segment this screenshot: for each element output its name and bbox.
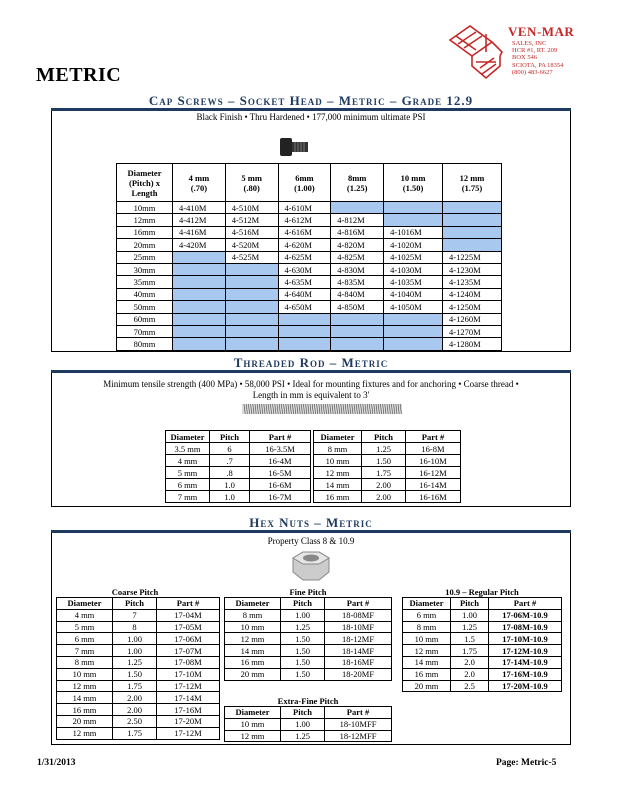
part-number-cell: 17-07M <box>157 645 220 657</box>
table-row <box>117 202 502 214</box>
pitch-cell: 1.50 <box>362 455 406 467</box>
part-number-cell: 18-12MFF <box>325 730 392 742</box>
pitch-cell: 1.25 <box>362 443 406 455</box>
coarse-pitch-caption: Coarse Pitch <box>111 587 159 597</box>
diameter-cell: 8 mm <box>225 609 281 621</box>
table-row <box>166 491 311 503</box>
part-number-cell <box>173 251 226 263</box>
length-cell: 50mm <box>117 301 173 313</box>
table-row <box>166 455 311 467</box>
pitch-cell: 1.00 <box>281 718 325 730</box>
cap-header-length: Diameter (Pitch) x Length <box>117 164 173 202</box>
part-number-cell: 4-830M <box>331 263 384 275</box>
threaded-rod-title: Threaded Rod – Metric <box>233 355 389 370</box>
part-number-cell: 4-1040M <box>384 288 443 300</box>
part-number-cell <box>173 276 226 288</box>
extra-fine-pitch-caption: Extra-Fine Pitch <box>277 696 339 706</box>
pitch-cell: 6 <box>210 443 250 455</box>
part-number-cell: 4-640M <box>278 288 331 300</box>
table-row <box>57 668 220 680</box>
table-row <box>403 645 562 657</box>
rod-header-part: Part # <box>406 431 461 443</box>
cap-screws-note: Black Finish • Thru Hardened • 177,000 minimum ultimate PSI <box>196 112 426 122</box>
cap-screws-box <box>51 111 571 352</box>
nut-header-diameter: Diameter <box>225 598 281 610</box>
length-cell: 25mm <box>117 251 173 263</box>
length-cell: 70mm <box>117 325 173 337</box>
cap-header-size: 12 mm (1.75) <box>443 164 502 202</box>
pitch-cell: 1.00 <box>451 609 489 621</box>
part-number-cell: 18-08MF <box>325 609 392 621</box>
pitch-cell: 1.50 <box>113 668 157 680</box>
part-number-cell: 4-820M <box>331 239 384 251</box>
part-number-cell: 16-3.5M <box>250 443 311 455</box>
table-row <box>117 226 502 238</box>
part-number-cell: 17-10M <box>157 668 220 680</box>
diameter-cell: 12 mm <box>57 680 113 692</box>
part-number-cell: 17-20M <box>157 715 220 727</box>
table-row <box>117 288 502 300</box>
pitch-cell: 1.75 <box>451 645 489 657</box>
diameter-cell: 5 mm <box>166 467 210 479</box>
nut-header-pitch: Pitch <box>281 598 325 610</box>
pitch-cell: 1.25 <box>281 621 325 633</box>
table-row <box>403 680 562 692</box>
part-number-cell: 4-1020M <box>384 239 443 251</box>
part-number-cell: 4-1270M <box>443 325 502 337</box>
threaded-rod-note: Minimum tensile strength (400 MPa) • 58,000 PSI • Ideal for mounting fixtures and for anchoring • Coarse thread • Length in mm is equivalent to 3' <box>103 379 519 400</box>
part-number-cell: 17-10M-10.9 <box>489 633 562 645</box>
length-cell: 20mm <box>117 239 173 251</box>
pitch-cell: 1.25 <box>451 621 489 633</box>
socket-cap-screw-icon <box>278 135 310 161</box>
diameter-cell: 12 mm <box>225 730 281 742</box>
logo-mark-icon <box>446 22 508 84</box>
part-number-cell: 17-14M <box>157 692 220 704</box>
pitch-cell: 1.0 <box>210 479 250 491</box>
part-number-cell: 4-512M <box>225 214 278 226</box>
part-number-cell <box>384 338 443 350</box>
table-row <box>117 338 502 350</box>
part-number-cell <box>443 214 502 226</box>
part-number-cell <box>225 263 278 275</box>
coarse-pitch-table <box>56 597 220 740</box>
nut-header-diameter: Diameter <box>403 598 451 610</box>
diameter-cell: 14 mm <box>403 656 451 668</box>
part-number-cell: 4-1240M <box>443 288 502 300</box>
part-number-cell: 4-416M <box>173 226 226 238</box>
part-number-cell: 4-510M <box>225 202 278 214</box>
table-row <box>57 633 220 645</box>
nut-header-part: Part # <box>325 707 392 719</box>
length-cell: 35mm <box>117 276 173 288</box>
cap-header-size: 5 mm (.80) <box>225 164 278 202</box>
logo-name: VEN-MAR <box>508 24 575 39</box>
pitch-cell: 2.00 <box>113 704 157 716</box>
table-row <box>403 668 562 680</box>
part-number-cell: 4-1025M <box>384 251 443 263</box>
table-row <box>117 263 502 275</box>
threaded-rod-table-right <box>313 430 461 503</box>
pitch-cell: 2.0 <box>451 656 489 668</box>
part-number-cell <box>225 338 278 350</box>
hex-nut-icon <box>287 550 335 582</box>
table-row <box>117 313 502 325</box>
diameter-cell: 10 mm <box>403 633 451 645</box>
part-number-cell <box>173 313 226 325</box>
nut-header-part: Part # <box>489 598 562 610</box>
part-number-cell <box>173 325 226 337</box>
extra-fine-pitch-table <box>224 706 392 742</box>
pitch-cell: 2.0 <box>451 668 489 680</box>
fine-pitch-caption: Fine Pitch <box>289 587 327 597</box>
cap-header-size: 4 mm (.70) <box>173 164 226 202</box>
nut-header-diameter: Diameter <box>57 598 113 610</box>
diameter-cell: 6 mm <box>403 609 451 621</box>
rod-header-diameter: Diameter <box>166 431 210 443</box>
part-number-cell: 16-5M <box>250 467 311 479</box>
table-row <box>314 443 461 455</box>
pitch-cell: 1.00 <box>113 633 157 645</box>
pitch-cell: 2.00 <box>113 692 157 704</box>
table-row <box>166 479 311 491</box>
pitch-cell: 1.50 <box>281 633 325 645</box>
part-number-cell: 18-10MFF <box>325 718 392 730</box>
table-row <box>117 276 502 288</box>
table-row <box>57 645 220 657</box>
part-number-cell: 4-1250M <box>443 301 502 313</box>
rod-header-diameter: Diameter <box>314 431 362 443</box>
length-cell: 40mm <box>117 288 173 300</box>
part-number-cell: 17-08M <box>157 656 220 668</box>
table-row <box>57 680 220 692</box>
part-number-cell: 18-12MF <box>325 633 392 645</box>
part-number-cell: 4-612M <box>278 214 331 226</box>
footer-page-number: Page: Metric-5 <box>496 758 557 768</box>
diameter-cell: 6 mm <box>57 633 113 645</box>
nut-header-pitch: Pitch <box>451 598 489 610</box>
cap-screws-title-bar <box>51 93 571 111</box>
part-number-cell: 16-6M <box>250 479 311 491</box>
part-number-cell: 4-420M <box>173 239 226 251</box>
part-number-cell: 17-12M <box>157 680 220 692</box>
cap-header-size: 8mm (1.25) <box>331 164 384 202</box>
part-number-cell: 17-12M-10.9 <box>489 645 562 657</box>
table-row <box>225 645 392 657</box>
pitch-cell: 7 <box>113 609 157 621</box>
nut-header-pitch: Pitch <box>113 598 157 610</box>
table-row <box>166 443 311 455</box>
hex-nuts-note: Property Class 8 & 10.9 <box>267 536 355 546</box>
part-number-cell: 16-12M <box>406 467 461 479</box>
part-number-cell <box>331 338 384 350</box>
company-logo <box>446 22 586 84</box>
pitch-cell: 8 <box>113 621 157 633</box>
part-number-cell: 17-12M <box>157 727 220 739</box>
diameter-cell: 12 mm <box>403 645 451 657</box>
part-number-cell <box>331 202 384 214</box>
table-row <box>314 491 461 503</box>
table-row <box>57 656 220 668</box>
table-row <box>57 715 220 727</box>
part-number-cell: 17-06M <box>157 633 220 645</box>
table-row <box>225 621 392 633</box>
part-number-cell: 4-1016M <box>384 226 443 238</box>
threaded-rod-title-bar <box>51 355 571 373</box>
part-number-cell: 4-620M <box>278 239 331 251</box>
part-number-cell <box>225 325 278 337</box>
part-number-cell: 4-840M <box>331 288 384 300</box>
part-number-cell: 4-410M <box>173 202 226 214</box>
part-number-cell: 4-1030M <box>384 263 443 275</box>
part-number-cell: 4-630M <box>278 263 331 275</box>
part-number-cell: 4-616M <box>278 226 331 238</box>
diameter-cell: 4 mm <box>57 609 113 621</box>
rod-header-pitch: Pitch <box>210 431 250 443</box>
part-number-cell: 17-04M <box>157 609 220 621</box>
part-number-cell: 4-520M <box>225 239 278 251</box>
part-number-cell: 16-10M <box>406 455 461 467</box>
part-number-cell <box>225 288 278 300</box>
diameter-cell: 20 mm <box>57 715 113 727</box>
diameter-cell: 20 mm <box>403 680 451 692</box>
cap-header-size: 6mm (1.00) <box>278 164 331 202</box>
part-number-cell: 17-14M-10.9 <box>489 656 562 668</box>
regular-pitch-table <box>402 597 562 692</box>
part-number-cell: 18-20MF <box>325 668 392 680</box>
part-number-cell: 17-05M <box>157 621 220 633</box>
pitch-cell: 1.00 <box>113 645 157 657</box>
part-number-cell: 4-412M <box>173 214 226 226</box>
part-number-cell: 17-16M-10.9 <box>489 668 562 680</box>
part-number-cell <box>278 325 331 337</box>
part-number-cell <box>443 226 502 238</box>
diameter-cell: 12 mm <box>57 727 113 739</box>
part-number-cell <box>225 301 278 313</box>
table-row <box>166 467 311 479</box>
part-number-cell <box>384 202 443 214</box>
hex-nuts-box <box>51 533 571 745</box>
part-number-cell: 4-650M <box>278 301 331 313</box>
pitch-cell: 1.25 <box>113 656 157 668</box>
pitch-cell: .7 <box>210 455 250 467</box>
table-row <box>57 692 220 704</box>
table-row <box>57 609 220 621</box>
pitch-cell: 1.50 <box>281 668 325 680</box>
threaded-rod-icon <box>242 403 402 415</box>
part-number-cell: 17-16M <box>157 704 220 716</box>
part-number-cell <box>384 313 443 325</box>
part-number-cell: 18-16MF <box>325 656 392 668</box>
diameter-cell: 8 mm <box>314 443 362 455</box>
diameter-cell: 8 mm <box>403 621 451 633</box>
table-row <box>117 301 502 313</box>
pitch-cell: 2.50 <box>113 715 157 727</box>
pitch-cell: 1.25 <box>281 730 325 742</box>
part-number-cell <box>384 214 443 226</box>
pitch-cell: 1.75 <box>362 467 406 479</box>
rod-header-pitch: Pitch <box>362 431 406 443</box>
pitch-cell: 2.00 <box>362 479 406 491</box>
diameter-cell: 12 mm <box>314 467 362 479</box>
part-number-cell <box>225 276 278 288</box>
diameter-cell: 16 mm <box>314 491 362 503</box>
part-number-cell: 4-812M <box>331 214 384 226</box>
table-row <box>314 467 461 479</box>
part-number-cell <box>278 338 331 350</box>
part-number-cell <box>331 313 384 325</box>
threaded-rod-box <box>51 373 571 507</box>
table-row <box>225 656 392 668</box>
part-number-cell: 17-06M-10.9 <box>489 609 562 621</box>
cap-screws-title: Cap Screws – Socket Head – Metric – Grade 12.9 <box>148 93 474 108</box>
part-number-cell: 4-610M <box>278 202 331 214</box>
part-number-cell: 16-8M <box>406 443 461 455</box>
pitch-cell: 1.75 <box>113 680 157 692</box>
part-number-cell <box>384 325 443 337</box>
pitch-cell: 1.50 <box>281 645 325 657</box>
diameter-cell: 10 mm <box>314 455 362 467</box>
table-row <box>57 704 220 716</box>
part-number-cell <box>278 313 331 325</box>
pitch-cell: 1.50 <box>281 656 325 668</box>
part-number-cell: 18-14MF <box>325 645 392 657</box>
nut-header-pitch: Pitch <box>281 707 325 719</box>
part-number-cell: 4-525M <box>225 251 278 263</box>
nut-header-part: Part # <box>325 598 392 610</box>
length-cell: 30mm <box>117 263 173 275</box>
part-number-cell <box>331 325 384 337</box>
table-row <box>117 239 502 251</box>
part-number-cell: 4-516M <box>225 226 278 238</box>
diameter-cell: 14 mm <box>314 479 362 491</box>
part-number-cell: 17-20M-10.9 <box>489 680 562 692</box>
diameter-cell: 5 mm <box>57 621 113 633</box>
hex-nuts-title-bar <box>51 515 571 533</box>
table-row <box>117 325 502 337</box>
part-number-cell: 4-635M <box>278 276 331 288</box>
part-number-cell: 17-08M-10.9 <box>489 621 562 633</box>
length-cell: 80mm <box>117 338 173 350</box>
part-number-cell: 4-1280M <box>443 338 502 350</box>
table-row <box>57 621 220 633</box>
diameter-cell: 16 mm <box>57 704 113 716</box>
part-number-cell: 4-825M <box>331 251 384 263</box>
part-number-cell: 4-625M <box>278 251 331 263</box>
diameter-cell: 16 mm <box>225 656 281 668</box>
pitch-cell: 2.00 <box>362 491 406 503</box>
part-number-cell: 4-850M <box>331 301 384 313</box>
part-number-cell: 4-1235M <box>443 276 502 288</box>
diameter-cell: 16 mm <box>403 668 451 680</box>
rod-header-part: Part # <box>250 431 311 443</box>
table-row <box>225 730 392 742</box>
part-number-cell <box>173 338 226 350</box>
pitch-cell: 1.0 <box>210 491 250 503</box>
logo-address: SALES, INC HCR #1, RT. 209 BOX 546 SCIOTA, PA 18354 (800) 483-6627 <box>512 40 564 76</box>
part-number-cell: 16-16M <box>406 491 461 503</box>
diameter-cell: 14 mm <box>225 645 281 657</box>
length-cell: 10mm <box>117 202 173 214</box>
length-cell: 16mm <box>117 226 173 238</box>
nut-header-part: Part # <box>157 598 220 610</box>
part-number-cell: 16-14M <box>406 479 461 491</box>
table-row <box>403 656 562 668</box>
pitch-cell: 2.5 <box>451 680 489 692</box>
table-row <box>225 609 392 621</box>
table-row <box>225 668 392 680</box>
table-row <box>403 633 562 645</box>
part-number-cell <box>173 263 226 275</box>
part-number-cell: 4-1260M <box>443 313 502 325</box>
diameter-cell: 12 mm <box>225 633 281 645</box>
pitch-cell: 1.00 <box>281 609 325 621</box>
part-number-cell: 4-1035M <box>384 276 443 288</box>
table-row <box>314 455 461 467</box>
pitch-cell: 1.75 <box>113 727 157 739</box>
cap-screws-table <box>116 163 502 351</box>
part-number-cell: 4-1225M <box>443 251 502 263</box>
part-number-cell <box>173 301 226 313</box>
diameter-cell: 3.5 mm <box>166 443 210 455</box>
part-number-cell: 4-835M <box>331 276 384 288</box>
diameter-cell: 10 mm <box>225 621 281 633</box>
part-number-cell <box>443 202 502 214</box>
diameter-cell: 6 mm <box>166 479 210 491</box>
part-number-cell: 4-1050M <box>384 301 443 313</box>
diameter-cell: 7 mm <box>57 645 113 657</box>
table-row <box>225 633 392 645</box>
part-number-cell: 16-4M <box>250 455 311 467</box>
diameter-cell: 10 mm <box>57 668 113 680</box>
part-number-cell: 4-816M <box>331 226 384 238</box>
part-number-cell: 4-1230M <box>443 263 502 275</box>
table-row <box>403 609 562 621</box>
pitch-cell: 1.5 <box>451 633 489 645</box>
diameter-cell: 7 mm <box>166 491 210 503</box>
diameter-cell: 4 mm <box>166 455 210 467</box>
table-row <box>57 727 220 739</box>
hex-nuts-title: Hex Nuts – Metric <box>249 515 373 530</box>
table-row <box>117 214 502 226</box>
cap-header-size: 10 mm (1.50) <box>384 164 443 202</box>
diameter-cell: 10 mm <box>225 718 281 730</box>
diameter-cell: 14 mm <box>57 692 113 704</box>
part-number-cell <box>225 313 278 325</box>
table-row <box>117 251 502 263</box>
nut-header-diameter: Diameter <box>225 707 281 719</box>
table-row <box>403 621 562 633</box>
part-number-cell <box>443 239 502 251</box>
length-cell: 12mm <box>117 214 173 226</box>
diameter-cell: 20 mm <box>225 668 281 680</box>
part-number-cell: 16-7M <box>250 491 311 503</box>
footer-date: 1/31/2013 <box>37 758 76 768</box>
part-number-cell: 18-10MF <box>325 621 392 633</box>
table-row <box>314 479 461 491</box>
regular-pitch-caption: 10.9 – Regular Pitch <box>445 587 519 597</box>
threaded-rod-table-left <box>165 430 311 503</box>
length-cell: 60mm <box>117 313 173 325</box>
diameter-cell: 8 mm <box>57 656 113 668</box>
part-number-cell <box>173 288 226 300</box>
pitch-cell: .8 <box>210 467 250 479</box>
table-row <box>225 718 392 730</box>
fine-pitch-table <box>224 597 392 681</box>
page-title: METRIC <box>36 64 122 86</box>
